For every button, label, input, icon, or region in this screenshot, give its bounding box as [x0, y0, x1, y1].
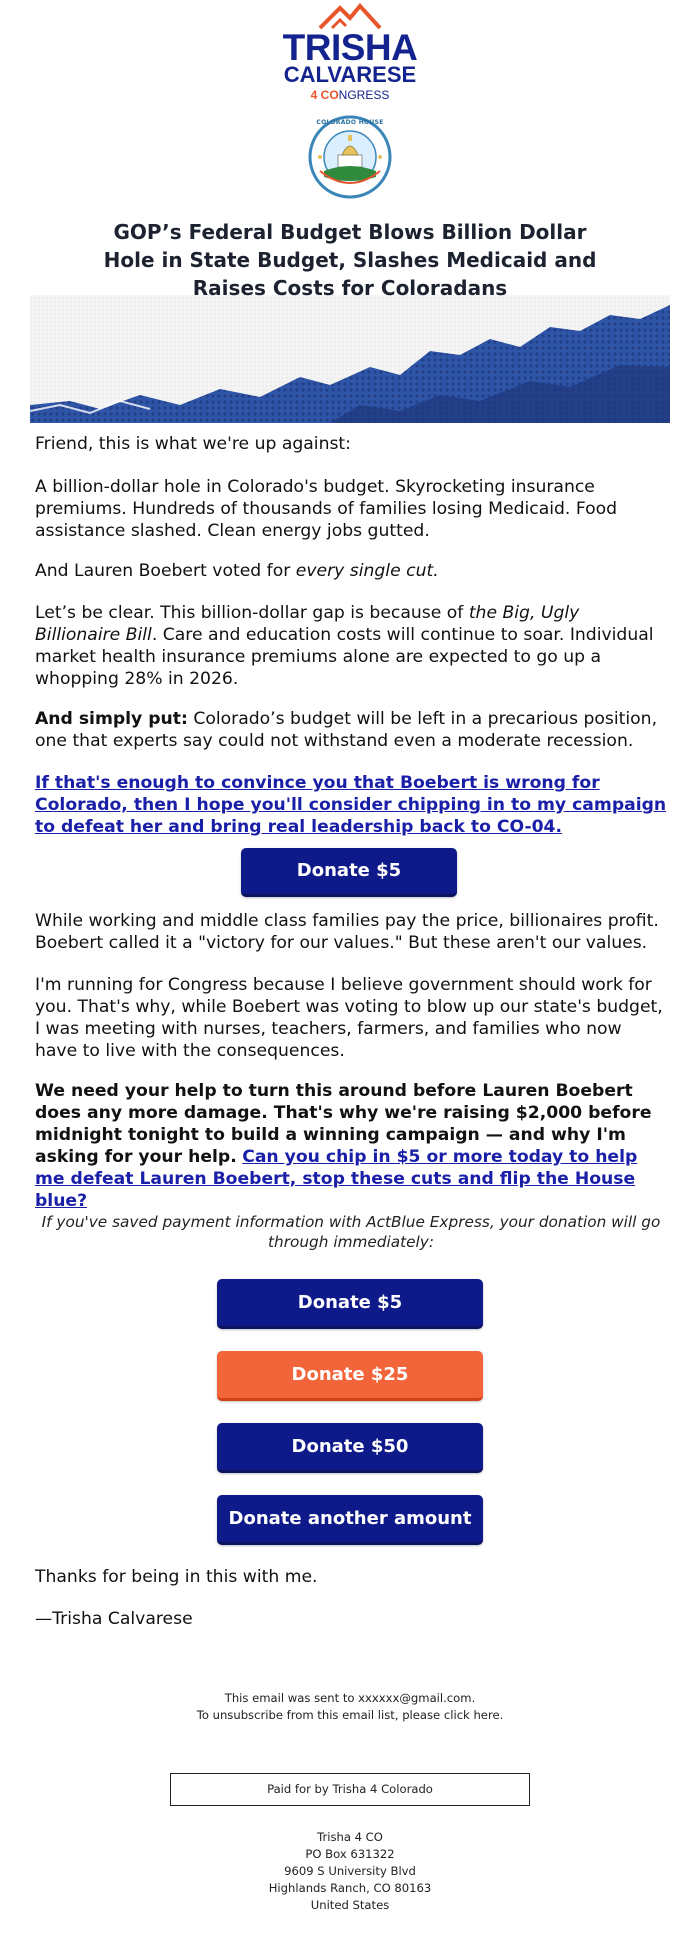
- donate-other-amount-button[interactable]: Donate another amount: [217, 1495, 483, 1545]
- hero-headline: [70, 218, 630, 302]
- billionaire-bill-title: the Big, Ugly Billionaire Bill: [35, 603, 580, 645]
- signature-text: —Trisha Calvarese: [35, 1609, 193, 1629]
- paid-for-disclaimer: Paid for by Trisha 4 Colorado: [170, 1773, 530, 1806]
- thanks-text: Thanks for being in this with me.: [35, 1567, 318, 1587]
- greeting-text: Friend, this is what we're up against:: [35, 434, 351, 454]
- logo-tagline-co: CO: [320, 88, 339, 102]
- address-line: United States: [310, 1898, 390, 1912]
- paragraph-billionaire-bill: [35, 602, 667, 690]
- mountain-peaks-icon: [318, 2, 382, 30]
- billionaire-bill-intro: Let’s be clear. This billion-dollar gap is because of: [35, 603, 469, 623]
- address-line: PO Box 631322: [305, 1847, 395, 1861]
- logo-first-name: TRISHA: [282, 27, 418, 68]
- seal-top-text: COLORADO HOUSE: [316, 119, 384, 126]
- paragraph-running-for-congress: I'm running for Congress because I believe government should work for you. That's why, while Boebert was voting to blow up our state's budget, I was meeting with nurses, teachers, farmers, and families who now have to live with the consequences.: [35, 975, 663, 1061]
- hero-headline-line1: GOP’s Federal Budget Blows Billion Dollar: [113, 220, 587, 244]
- paragraph-billionaires-profit: While working and middle class families pay the price, billionaires profit. Boebert called it a "victory for our values." But these aren't our values.: [35, 911, 659, 953]
- sent-to-notice: This email was sent to xxxxxx@gmail.com.: [224, 1691, 476, 1705]
- hero-headline-line2: Hole in State Budget, Slashes Medicaid and: [103, 248, 597, 272]
- seal-bottom-text: DEMOCRATS: [329, 184, 371, 191]
- address-line: Highlands Ranch, CO 80163: [268, 1881, 432, 1895]
- address-block: [0, 1829, 700, 1914]
- paragraph-need-help: [35, 1080, 667, 1212]
- logo-tagline: [0, 88, 700, 102]
- unsubscribe-link[interactable]: To unsubscribe from this email list, please click here.: [196, 1708, 504, 1722]
- hero-headline-line3: Raises Costs for Coloradans: [192, 276, 508, 300]
- paragraph-convince-link: [35, 772, 667, 838]
- simply-put-text: Colorado’s budget will be left in a precarious position, one that experts say could not withstand even a moderate recession.: [35, 709, 658, 751]
- paragraph-budget-hole: A billion-dollar hole in Colorado's budget. Skyrocketing insurance premiums. Hundreds of thousands of families losing Medicaid. Food assistance slashed. Clean energy jobs gutted.: [35, 477, 618, 541]
- logo-last-name: CALVARESE: [283, 62, 417, 87]
- logo-tagline-rest: NGRESS: [338, 88, 390, 102]
- chip-in-link[interactable]: Can you chip in $5 or more today to help me defeat Lauren Boebert, stop these cuts and flip the House blue?: [35, 1147, 638, 1211]
- donate-50-button[interactable]: Donate $50: [217, 1423, 483, 1473]
- address-line: Trisha 4 CO: [317, 1830, 383, 1844]
- address-line: 9609 S University Blvd: [284, 1864, 416, 1878]
- boebert-vote-text: And Lauren Boebert voted for: [35, 561, 296, 581]
- convince-donate-link[interactable]: If that's enough to convince you that Boebert is wrong for Colorado, then I hope you'll consider chipping in to my campaign to defeat her and bring real leadership back to CO-04.: [35, 773, 667, 837]
- hero-banner: [30, 105, 670, 423]
- logo-tagline-number: 4: [310, 88, 321, 102]
- paragraph-boebert-vote: [35, 560, 667, 582]
- billionaire-bill-rest: . Care and education costs will continue to soar. Individual market health insurance premiums alone are expected to go up a whopping 28% in 2026.: [35, 625, 654, 689]
- actblue-express-note: If you've saved payment information with ActBlue Express, your donation will go through immediately:: [41, 1213, 661, 1251]
- campaign-logo[interactable]: [0, 0, 700, 108]
- donate-25-button[interactable]: Donate $25: [217, 1351, 483, 1401]
- every-cut-emphasis: every single cut.: [295, 561, 439, 581]
- donate-5-button[interactable]: Donate $5: [217, 1279, 483, 1329]
- simply-put-lead: And simply put:: [35, 709, 188, 729]
- donate-5-main-button[interactable]: Donate $5: [241, 848, 457, 897]
- paragraph-simply-put: [35, 708, 667, 752]
- need-help-text: We need your help to turn this around before Lauren Boebert does any more damage. That's why we're raising $2,000 before midnight tonight to build a winning campaign — and why I'm asking for your help.: [35, 1081, 652, 1167]
